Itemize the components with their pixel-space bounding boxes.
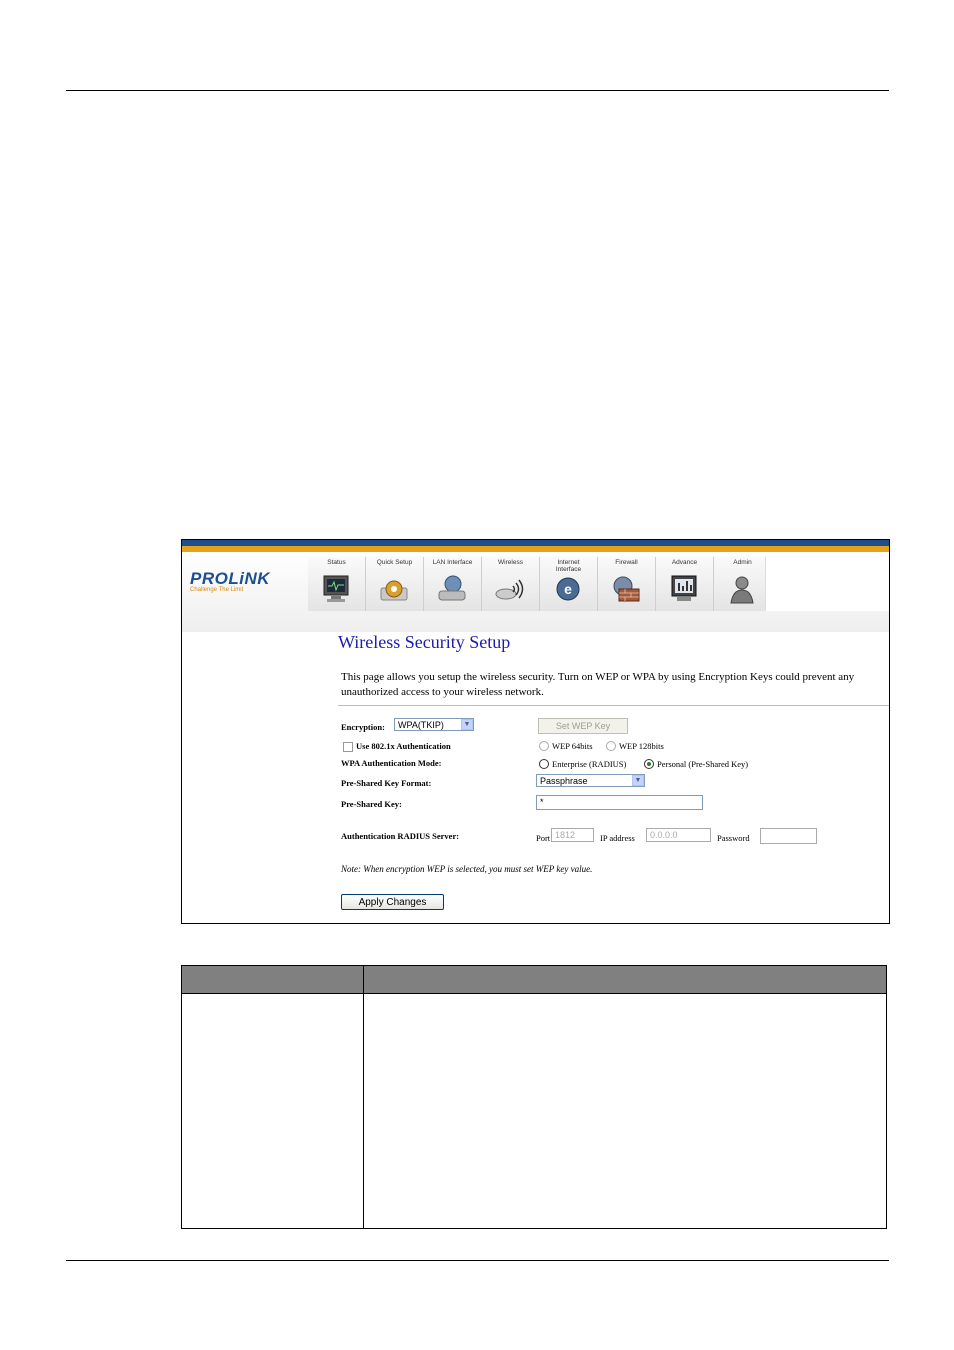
nav-lan-interface[interactable] (424, 557, 482, 611)
table-header-row (182, 966, 887, 994)
psk-format-select[interactable] (536, 774, 645, 787)
wep128-radio[interactable] (606, 741, 616, 751)
table-row (182, 994, 887, 1229)
footer-rule (66, 1260, 889, 1261)
nav-label: Firewall (615, 559, 638, 566)
radius-server-label: Authentication RADIUS Server: (341, 831, 460, 841)
header-blank-pane (765, 557, 890, 611)
router-screenshot (181, 539, 890, 924)
nav-label: Internet Interface (555, 559, 582, 573)
port-label: Port (536, 833, 551, 843)
nav-firewall[interactable] (598, 557, 656, 611)
psk-label: Pre-Shared Key: (341, 799, 402, 809)
firewall-icon (611, 574, 641, 604)
psk-input[interactable]: * (536, 795, 703, 810)
header-rule (66, 90, 889, 91)
page-title: Wireless Security Setup (338, 632, 511, 652)
page-intro: This page allows you setup the wireless security. Turn on WEP or WPA by using Encryption Keys could prevent any unauthorized access to your wireless network. (341, 671, 855, 698)
brand-tagline: Challenge The Limit (190, 587, 244, 593)
ip-address-input[interactable]: 0.0.0.0 (646, 828, 711, 842)
nav-label: LAN Interface (432, 559, 473, 566)
password-input[interactable] (760, 828, 817, 844)
wpa-auth-mode-label: WPA Authentication Mode: (341, 758, 442, 768)
chevron-down-icon: ▼ (632, 775, 644, 786)
port-input[interactable]: 1812 (551, 828, 594, 842)
table-header-cell (364, 966, 887, 994)
gear-icon (379, 574, 409, 604)
network-drive-icon (437, 574, 467, 604)
nav-label: Status (327, 559, 346, 566)
top-color-bar (182, 540, 889, 552)
use-8021x-checkbox[interactable] (343, 742, 353, 752)
section-divider (338, 705, 889, 706)
nav-admin[interactable] (714, 557, 772, 611)
main-nav (308, 557, 772, 611)
table-header-cell (182, 966, 364, 994)
description-table (181, 965, 887, 1229)
svg-text:e: e (564, 581, 572, 597)
table-cell (364, 994, 887, 1229)
nav-label: Wireless (498, 559, 523, 566)
table-cell (182, 994, 364, 1229)
set-wep-key-button[interactable]: Set WEP Key (538, 718, 628, 734)
encryption-value: WPA(TKIP) (398, 720, 444, 730)
advanced-settings-icon (669, 574, 699, 604)
enterprise-label: Enterprise (RADIUS) (552, 759, 627, 769)
wep64-label: WEP 64bits (552, 741, 593, 751)
brand-name: PROLiNK (190, 569, 270, 588)
internet-explorer-icon (553, 574, 583, 604)
wireless-adapter-icon (495, 574, 525, 604)
personal-radio[interactable] (644, 759, 654, 769)
encryption-label: Encryption: (341, 722, 385, 732)
nav-internet-interface[interactable] (540, 557, 598, 611)
encryption-select[interactable] (394, 718, 474, 731)
ip-address-label: IP address (600, 833, 635, 843)
password-label: Password (717, 833, 750, 843)
monitor-icon (321, 574, 351, 604)
nav-label: Quick Setup (376, 559, 413, 566)
apply-changes-button[interactable]: Apply Changes (341, 894, 444, 910)
wep-note: Note: When encryption WEP is selected, you must set WEP key value. (341, 864, 593, 874)
psk-format-value: Passphrase (540, 776, 588, 786)
nav-label: Advance (671, 559, 698, 566)
enterprise-radio[interactable] (539, 759, 549, 769)
personal-label: Personal (Pre-Shared Key) (657, 759, 749, 769)
wep128-label: WEP 128bits (619, 741, 664, 751)
nav-status[interactable] (308, 557, 366, 611)
wep64-radio[interactable] (539, 741, 549, 751)
prolink-logo (190, 569, 270, 593)
chevron-down-icon: ▼ (461, 719, 473, 730)
admin-user-icon (727, 574, 757, 604)
use-8021x-label: Use 802.1x Authentication (356, 741, 451, 751)
nav-quick-setup[interactable] (366, 557, 424, 611)
nav-advance[interactable] (656, 557, 714, 611)
psk-format-label: Pre-Shared Key Format: (341, 778, 432, 788)
nav-label: Admin (733, 559, 752, 566)
nav-wireless[interactable] (482, 557, 540, 611)
